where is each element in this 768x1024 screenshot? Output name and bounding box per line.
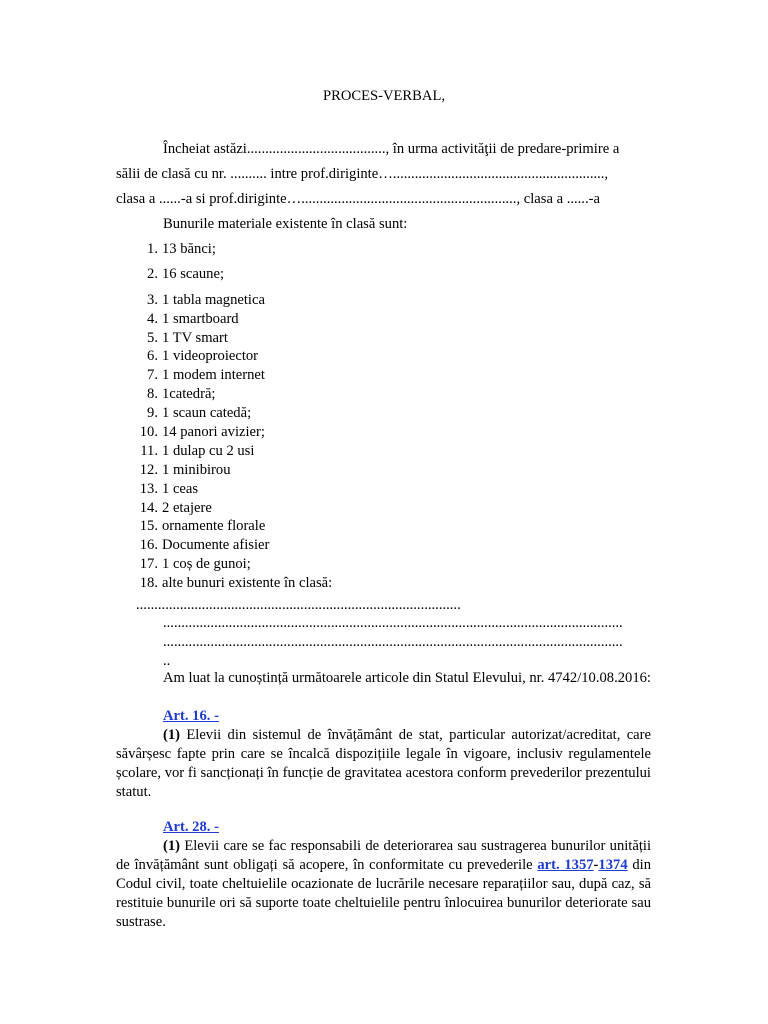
- list-item: [136, 462, 231, 479]
- list-item: [136, 386, 215, 403]
- list-item-text: 1 dulap cu 2 usi: [162, 443, 255, 459]
- list-item-number: 16.: [139, 537, 158, 553]
- list-item-number: 1.: [147, 241, 158, 257]
- art1357-link[interactable]: art. 1357: [537, 857, 594, 873]
- list-item-text: 1catedră;: [162, 386, 216, 402]
- list-item-number: 9.: [147, 405, 158, 421]
- list-item-text: 1 ceas: [162, 481, 199, 497]
- list-item: [136, 292, 265, 309]
- list-item-number: 13.: [139, 481, 158, 497]
- list-item-number: 5.: [147, 330, 158, 346]
- list-item-number: 4.: [147, 311, 158, 327]
- list-item-number: 8.: [147, 386, 158, 402]
- list-item-number: 11.: [140, 443, 158, 459]
- list-item: [136, 556, 251, 573]
- dotted-line-3: ..............................................................................................................................: [163, 634, 623, 650]
- list-item: [136, 443, 254, 460]
- list-item-text: alte bunuri existente în clasă:: [162, 575, 333, 591]
- list-item-number: 14.: [139, 500, 158, 516]
- art16-link[interactable]: Art. 16. -: [163, 708, 219, 724]
- list-item-text: 1 minibirou: [162, 462, 231, 478]
- list-item-text: 1 TV smart: [162, 330, 228, 346]
- list-item: [136, 348, 258, 365]
- list-item-text: 1 tabla magnetica: [162, 292, 265, 308]
- list-item-text: 16 scaune;: [162, 266, 225, 282]
- list-item: [136, 575, 332, 592]
- list-item: [136, 330, 228, 347]
- list-item-number: 10.: [139, 424, 158, 440]
- list-item-text: ornamente florale: [162, 518, 266, 534]
- statut-intro: Am luat la cunoștință următoarele articole din Statul Elevului, nr. 4742/10.08.2016:: [163, 670, 651, 686]
- page-title: PROCES-VERBAL,: [322, 88, 446, 104]
- intro-line-1: Încheiat astăzi......................................, în urma activităţii de predare-primire a: [163, 141, 620, 157]
- list-item: [136, 518, 265, 535]
- list-item-number: 18.: [139, 575, 158, 591]
- art16-paragraph: [116, 726, 651, 802]
- list-item-text: 2 etajere: [162, 500, 212, 516]
- list-item-text: 14 panori avizier;: [162, 424, 265, 440]
- intro-line-4: Bunurile materiale existente în clasă sunt:: [163, 216, 408, 232]
- list-item-text: 13 bănci;: [162, 241, 216, 257]
- list-item-number: 7.: [147, 367, 158, 383]
- list-item-number: 6.: [147, 348, 158, 364]
- list-item-text: 1 modem internet: [162, 367, 265, 383]
- intro-line-3: clasa a ......-a si prof.diriginte…..........................................................., clasa a ......-a: [116, 191, 600, 207]
- list-item-number: 3.: [147, 292, 158, 308]
- art28-text-2: din Codul civil, toate cheltuielile ocazionate de lucrările necesare reparațiilor sau, după caz, să restituie bunurile ori să suporte toate cheltuielile pentru înlocuirea bunurilor deteriorate sau sustrase.: [116, 857, 651, 930]
- list-item-text: 1 scaun catedă;: [162, 405, 252, 421]
- list-item-text: 1 coș de gunoi;: [162, 556, 251, 572]
- art-ref-dash: -: [593, 857, 599, 873]
- list-item-number: 2.: [147, 266, 158, 282]
- list-item: [136, 537, 269, 554]
- list-item-text: 1 videoproiector: [162, 348, 259, 364]
- art16-alineat: (1): [163, 727, 181, 743]
- art28-link[interactable]: Art. 28. -: [163, 819, 219, 835]
- list-item-number: 17.: [139, 556, 158, 572]
- list-item: [136, 405, 251, 422]
- art1374-link[interactable]: 1374: [598, 857, 628, 873]
- list-item-text: 1 smartboard: [162, 311, 239, 327]
- art28-alineat: (1): [163, 838, 181, 854]
- list-item: [136, 424, 265, 441]
- list-item: [136, 311, 239, 328]
- intro-line-2: sălii de clasă cu nr. .......... intre prof.diriginte…..........................................................,: [116, 166, 609, 182]
- list-item: [136, 481, 198, 498]
- art28-paragraph: [116, 837, 651, 932]
- art28-text-1: Elevii care se fac responsabili de deteriorarea sau sustragerea bunurilor unității de învățământ sunt obligați să acopere, în conformitate cu prevederile: [116, 838, 651, 873]
- list-item: [136, 266, 224, 283]
- dotted-line-2: ..............................................................................................................................: [163, 615, 623, 631]
- list-item-number: 15.: [139, 518, 158, 534]
- list-item-text: Documente afisier: [162, 537, 270, 553]
- list-item: [136, 500, 212, 517]
- dotted-line-4: ..: [163, 653, 171, 669]
- dotted-line-1: .........................................................................................: [136, 597, 461, 613]
- art16-text: Elevii din sistemul de învățământ de stat, particular autorizat/acreditat, care săvârșesc fapte prin care se încalcă dispozițiile legale în vigoare, inclusiv regulamentele școlare, vor fi sancționați în funcție de gravitatea acestora conform prevederilor prezentului statut.: [116, 727, 651, 800]
- list-item: [136, 241, 216, 258]
- list-item: [136, 367, 265, 384]
- list-item-number: 12.: [139, 462, 158, 478]
